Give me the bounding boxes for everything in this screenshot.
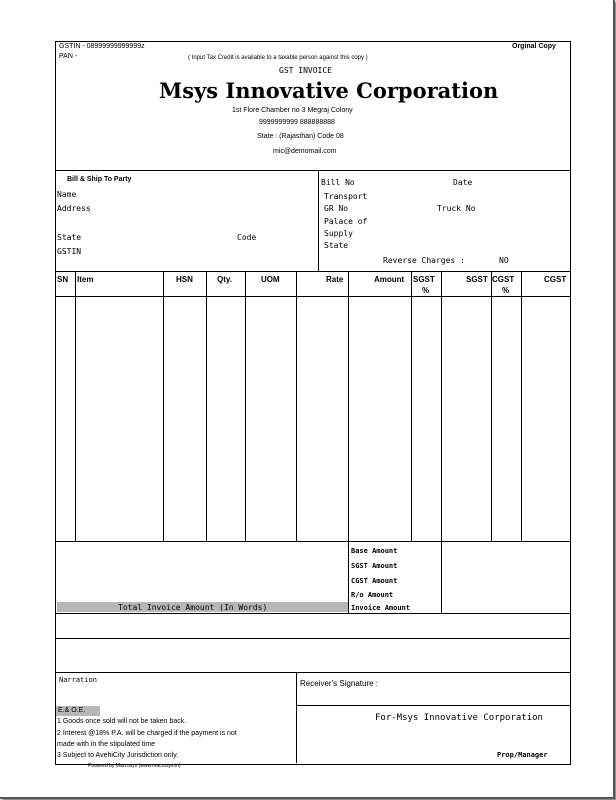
- base-amount-label: Base Amount: [351, 547, 398, 555]
- party-gstin-label: GSTIN: [57, 247, 82, 256]
- truck-no-label: Truck No: [437, 204, 476, 213]
- th-hsn: HSN: [176, 275, 193, 284]
- th-item: Item: [77, 275, 94, 284]
- gstin-text: GSTIN - 08999999999999z: [59, 43, 145, 50]
- col-divider-1: [75, 271, 76, 541]
- date-label: Date: [453, 178, 473, 187]
- party-heading: Bill & Ship To Party: [67, 176, 132, 183]
- th-sgst: SGST: [466, 275, 488, 284]
- transport-label: Transport: [324, 192, 368, 201]
- receiver-signature-label: Receiver's Signature :: [300, 679, 379, 688]
- col-divider-2: [163, 271, 164, 541]
- col-divider-4: [245, 271, 246, 541]
- company-phones: 9999999999 888888888: [259, 119, 335, 126]
- party-name-label: Name: [57, 190, 77, 199]
- th-sgst-rate: SGST: [413, 275, 435, 284]
- th-qty: Qty.: [217, 275, 232, 284]
- totals-left-divider: [348, 541, 349, 613]
- ro-amount-label: R/o Amount: [351, 591, 394, 599]
- company-name: Msys Innovative Corporation: [159, 78, 499, 103]
- col-divider-10: [521, 271, 522, 541]
- party-address-label: Address: [57, 204, 91, 213]
- for-company: For-Msys Innovative Corporation: [375, 713, 543, 723]
- reverse-charges-value: NO: [499, 256, 509, 265]
- totals-right-divider: [441, 541, 442, 613]
- cgst-amount-label: CGST Amount: [351, 577, 398, 585]
- doc-type: GST INVOICE: [279, 66, 332, 75]
- itc-note: ( Input Tax Credit is available to a taxable person against this copy ): [188, 55, 368, 61]
- col-divider-8: [441, 271, 442, 541]
- term-2: 2 Interest @18% P.A. will be charged if the payment is not: [57, 730, 237, 737]
- invoice-amount-label: Invoice Amount: [351, 604, 411, 612]
- col-divider-5: [296, 271, 297, 541]
- words-row-line: [55, 638, 570, 639]
- powered-by: Powered by Macrosys (www.macrosys.in): [88, 763, 181, 769]
- col-divider-7: [411, 271, 412, 541]
- col-divider-9: [491, 271, 492, 541]
- gr-no-label: GR No: [324, 204, 349, 213]
- term-1: 1 Goods once sold will not be taken back.: [57, 718, 187, 725]
- company-email: mic@demomail.com: [273, 148, 337, 155]
- col-divider-6: [348, 271, 349, 541]
- th-cgst-rate: CGST: [492, 275, 515, 284]
- place-of-supply-line2: Supply: [324, 229, 353, 238]
- th-sn: SN: [57, 275, 69, 284]
- th-uom: UOM: [261, 275, 280, 284]
- totals-bottom-line: [55, 613, 570, 614]
- term-3: made with in the stipulated time: [57, 741, 156, 748]
- company-address: 1st Flore Chamber no 3 Megraj Colony: [232, 107, 353, 114]
- in-words-label: Total Invoice Amount (In Words): [118, 603, 268, 612]
- header-divider: [55, 170, 570, 171]
- th-rate: Rate: [326, 275, 344, 284]
- th-sgst-rate-pct: %: [422, 286, 430, 295]
- footer-top-line: [55, 672, 570, 673]
- signatory-label: Prop/Manager: [497, 751, 548, 759]
- place-of-supply-line3: State: [324, 241, 349, 250]
- table-body-bottom-line: [55, 541, 570, 542]
- bill-no-label: Bill No: [321, 178, 355, 187]
- th-cgst-rate-pct: %: [502, 286, 510, 295]
- copy-label: Orginal Copy: [512, 43, 556, 50]
- term-4: 3 Subject to AvehiCity Jurisdiction only.: [57, 752, 179, 759]
- party-bill-divider: [318, 170, 319, 271]
- narration-label: Narration: [59, 676, 97, 684]
- sgst-amount-label: SGST Amount: [351, 562, 398, 570]
- reverse-charges-label: Reverse Charges :: [383, 256, 465, 265]
- party-state-label: State: [57, 233, 82, 242]
- footer-divider: [296, 672, 297, 763]
- company-state: State : (Rajasthan) Code 08: [257, 133, 344, 140]
- eoe-label: E.& O.E.: [58, 707, 86, 714]
- table-header-bottom-line: [55, 296, 570, 297]
- th-cgst: CGST: [544, 275, 567, 284]
- place-of-supply-line1: Palace of: [324, 217, 368, 226]
- table-top-line: [55, 271, 570, 272]
- col-divider-3: [206, 271, 207, 541]
- th-amount: Amount: [374, 275, 405, 284]
- party-code-label: Code: [237, 233, 257, 242]
- receiver-line: [296, 705, 570, 706]
- pan-text: PAN -: [59, 53, 78, 60]
